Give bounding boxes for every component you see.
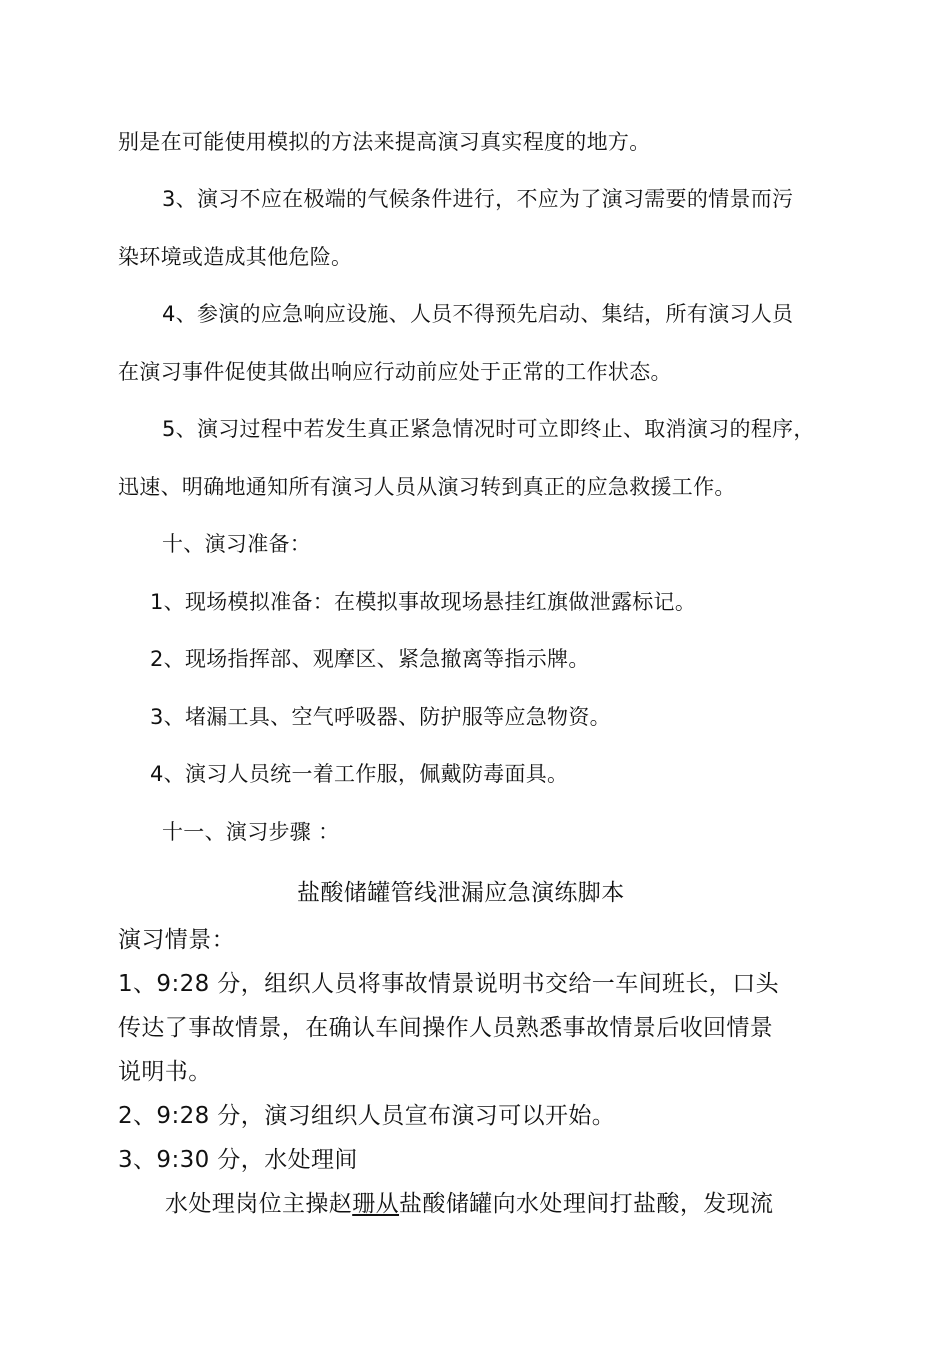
step-3-detail bbox=[165, 1189, 773, 1219]
paragraph-line: 别是在可能使用模拟的方法来提高演习真实程度的地方。 bbox=[118, 130, 651, 154]
requirement-item-4-cont: 在演习事件促使其做出响应行动前应处于正常的工作状态。 bbox=[118, 360, 672, 384]
step-1-cont-2: 说明书。 bbox=[118, 1059, 212, 1085]
prep-item-2: 2、现场指挥部、观摩区、紧急撤离等指示牌。 bbox=[150, 647, 590, 671]
step-2: 2、9:28 分，演习组织人员宣布演习可以开始。 bbox=[118, 1103, 616, 1129]
section-10-heading: 十、演习准备： bbox=[162, 532, 312, 556]
scenario-label: 演习情景： bbox=[118, 927, 235, 953]
step-3: 3、9:30 分，水处理间 bbox=[118, 1147, 358, 1173]
script-title: 盐酸储罐管线泄漏应急演练脚本 bbox=[297, 880, 625, 906]
prep-item-3: 3、堵漏工具、空气呼吸器、防护服等应急物资。 bbox=[150, 705, 611, 729]
prep-item-4: 4、演习人员统一着工作服，佩戴防毒面具。 bbox=[150, 762, 569, 786]
prep-item-1: 1、现场模拟准备：在模拟事故现场悬挂红旗做泄露标记。 bbox=[150, 590, 697, 614]
step-3-detail-suffix: 盐酸储罐向水处理间打盐酸，发现流 bbox=[399, 1191, 774, 1217]
step-1-cont: 传达了事故情景，在确认车间操作人员熟悉事故情景后收回情景 bbox=[118, 1015, 774, 1041]
step-3-detail-underlined: 珊从 bbox=[352, 1191, 400, 1217]
requirement-item-3: 3、演习不应在极端的气候条件进行，不应为了演习需要的情景而污 bbox=[162, 187, 794, 211]
requirement-item-5: 5、演习过程中若发生真正紧急情况时可立即终止、取消演习的程序， bbox=[162, 417, 815, 441]
step-1: 1、9:28 分，组织人员将事故情景说明书交给一车间班长，口头 bbox=[118, 971, 779, 997]
section-11-heading: 十一、演习步骤 ： bbox=[162, 820, 340, 844]
step-3-detail-prefix: 水处理岗位主操赵 bbox=[165, 1191, 353, 1217]
requirement-item-4: 4、参演的应急响应设施、人员不得预先启动、集结，所有演习人员 bbox=[162, 302, 794, 326]
requirement-item-5-cont: 迅速、明确地通知所有演习人员从演习转到真正的应急救援工作。 bbox=[118, 475, 736, 499]
requirement-item-3-cont: 染环境或造成其他危险。 bbox=[118, 245, 353, 269]
